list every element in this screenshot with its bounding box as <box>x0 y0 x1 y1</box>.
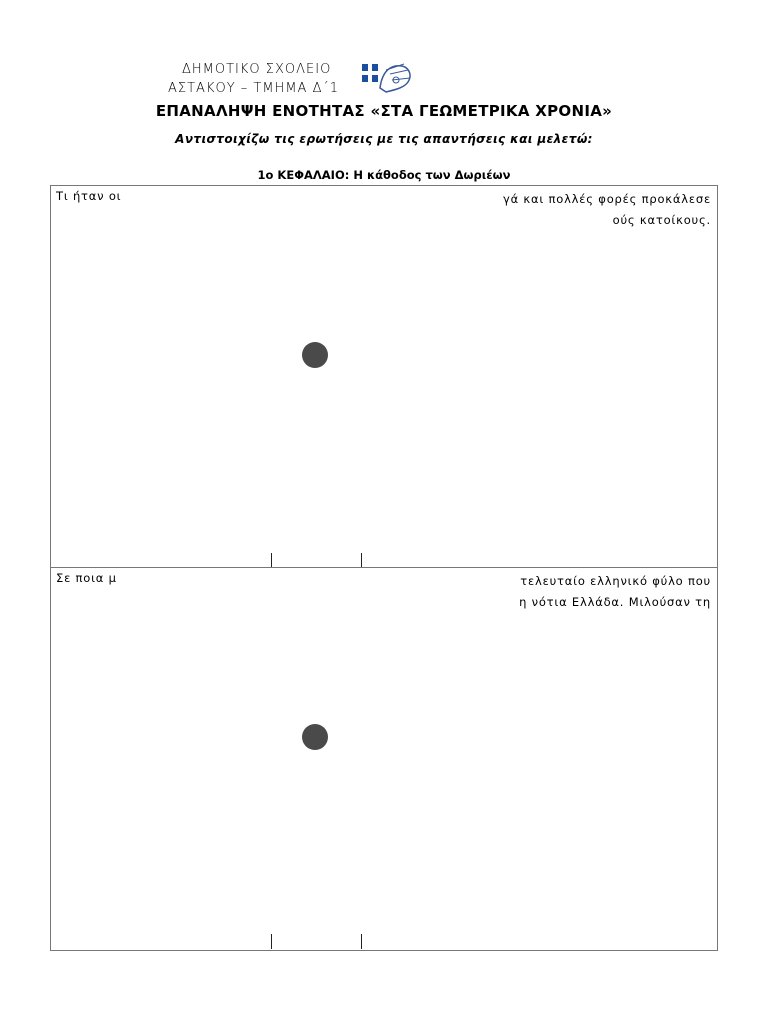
question-card-2 <box>50 567 718 951</box>
school-logo-icon <box>356 58 416 98</box>
connector-tick-left <box>271 553 272 568</box>
match-overlay <box>123 188 499 556</box>
connector-tick-left <box>271 934 272 949</box>
school-line-1: ΔΗΜΟΤΙΚΟ ΣΧΟΛΕΙΟ <box>182 62 332 77</box>
school-line-2: ΑΣΤΑΚΟΥ – ΤΜΗΜΑ Δ΄1 <box>168 81 340 96</box>
question-text: Τι ήταν οι <box>56 189 122 203</box>
connector-tick-right <box>361 934 362 949</box>
answer-line-1: γά και πολλές φορές προκάλεσε <box>502 192 711 206</box>
connector-tick-right <box>361 553 362 568</box>
question-text: Σε ποια μ <box>56 571 117 585</box>
question-card-1 <box>50 185 718 569</box>
answer-line-2: η νότια Ελλάδα. Μιλούσαν τη <box>519 595 711 609</box>
instructions: Αντιστοιχίζω τις ερωτήσεις με τις απαντήσεις και μελετώ: <box>175 132 593 146</box>
answer-line-2: ούς κατοίκους. <box>612 213 711 227</box>
page-title: ΕΠΑΝΑΛΗΨΗ ΕΝΟΤΗΤΑΣ «ΣΤΑ ΓΕΩΜΕΤΡΙΚΑ ΧΡΟΝΙΑ» <box>155 102 613 120</box>
answer-text <box>481 189 711 231</box>
answer-text <box>481 571 711 613</box>
school-name <box>160 60 380 98</box>
drag-handle-dot[interactable] <box>302 342 328 368</box>
chapter-heading: 1ο ΚΕΦΑΛΑΙΟ: Η κάθοδος των Δωριέων <box>257 168 511 182</box>
answer-line-1: τελευταίο ελληνικό φύλο που <box>520 574 711 588</box>
drag-handle-dot[interactable] <box>302 724 328 750</box>
match-overlay <box>123 570 499 938</box>
